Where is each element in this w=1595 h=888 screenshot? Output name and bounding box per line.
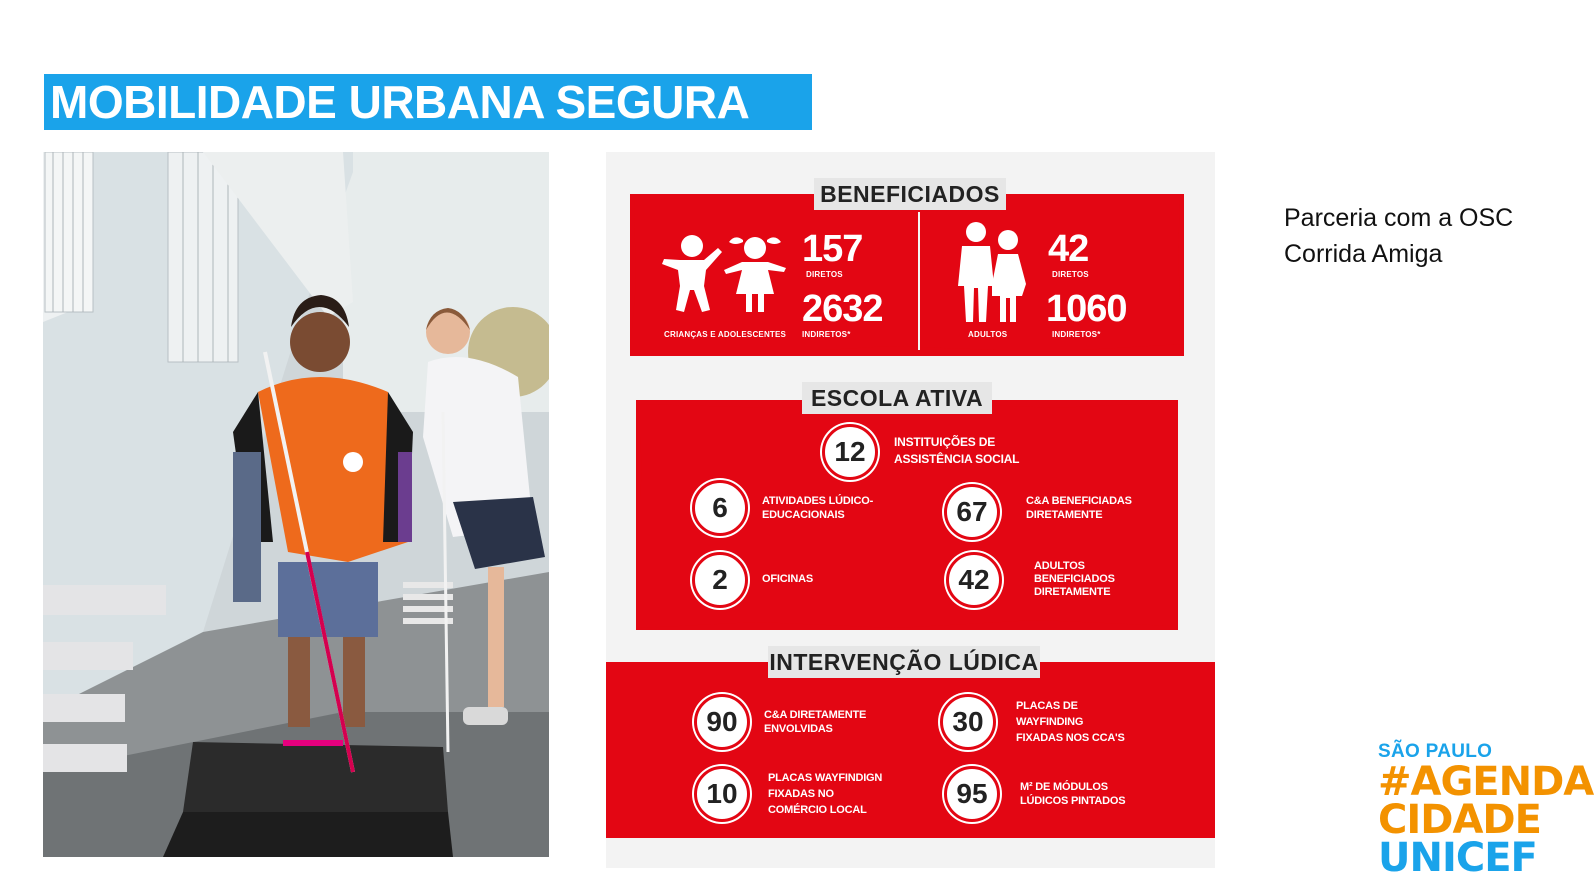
adults-indirect-value: 1060: [1046, 288, 1127, 330]
partnership-note: [1284, 200, 1564, 272]
logo-city: SÃO PAULO: [1378, 741, 1493, 762]
partnership-line-2: Corrida Amiga: [1284, 240, 1443, 268]
stat-circle: 2: [692, 552, 748, 608]
beneficiados-block: [630, 194, 1184, 356]
adults-indirect-label: INDIRETOS*: [1052, 330, 1101, 339]
infographic-panel: [606, 152, 1215, 868]
intervencao-ludica-block: [606, 662, 1215, 838]
logo-line-2: CIDADE: [1378, 797, 1541, 843]
stat-circle: 12: [822, 424, 878, 480]
logo-line-3: UNICEF: [1378, 835, 1537, 881]
children-indirect-value: 2632: [802, 288, 883, 330]
stat-circle: 6: [692, 480, 748, 536]
stat-label: ATIVIDADES LÚDICO- EDUCACIONAIS: [762, 495, 874, 521]
stat-circle: 42: [946, 552, 1002, 608]
adults-group-label: ADULTOS: [968, 330, 1008, 339]
children-direct-value: 157: [802, 228, 863, 270]
photo-children-mobility: [43, 152, 549, 857]
tab-escola-ativa: ESCOLA ATIVA: [802, 382, 992, 414]
partnership-line-1: Parceria com a OSC: [1284, 204, 1514, 232]
agenda-cidade-unicef-logo: [1378, 741, 1594, 881]
stat-label: C&A BENEFICIADAS DIRETAMENTE: [1026, 495, 1132, 521]
stat-circle: 30: [940, 694, 996, 750]
adults-direct-label: DIRETOS: [1052, 270, 1089, 279]
stat-circle: 10: [694, 766, 750, 822]
beneficiados-divider: [918, 212, 920, 350]
stat-label: ADULTOS BENEFICIADOS DIRETAMENTE: [1034, 560, 1115, 598]
stat-label: M² DE MÓDULOS LÚDICOS PINTADOS: [1020, 781, 1126, 807]
children-indirect-label: INDIRETOS*: [802, 330, 851, 339]
stat-label: C&A DIRETAMENTE ENVOLVIDAS: [764, 709, 867, 735]
page-title: MOBILIDADE URBANA SEGURA: [44, 74, 812, 130]
logo-line-1: #AGENDA: [1378, 759, 1594, 805]
stat-label: PLACAS WAYFINDIGN FIXADAS NO COMÉRCIO LOCAL: [768, 772, 883, 816]
tab-beneficiados: BENEFICIADOS: [814, 178, 1006, 210]
stat-circle: 90: [694, 694, 750, 750]
stat-circle: 95: [944, 766, 1000, 822]
children-direct-label: DIRETOS: [806, 270, 843, 279]
children-icon: [660, 234, 790, 314]
stat-label: OFICINAS: [762, 573, 813, 585]
stat-label: INSTITUIÇÕES DE ASSISTÊNCIA SOCIAL: [894, 435, 1020, 466]
torn-edge-shape: [606, 662, 1215, 838]
stat-circle: 67: [944, 484, 1000, 540]
adults-direct-value: 42: [1048, 228, 1089, 270]
tab-intervencao-ludica: INTERVENÇÃO LÚDICA: [768, 646, 1040, 678]
adults-icon: [954, 222, 1034, 322]
stat-label: PLACAS DE WAYFINDING FIXADAS NOS CCA'S: [1016, 700, 1125, 744]
children-group-label: CRIANÇAS E ADOLESCENTES: [664, 330, 787, 339]
